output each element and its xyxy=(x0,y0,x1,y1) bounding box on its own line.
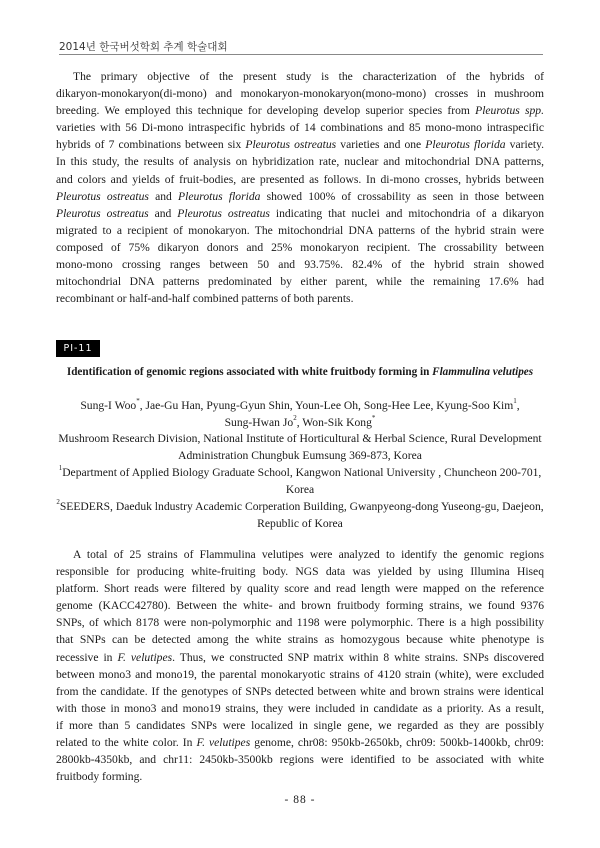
affiliation-text: SEEDERS, Daeduk lndustry Academic Corperation Building, Gwanpyeong-dong Yuseong-gu, Daejeon, xyxy=(59,500,544,513)
text-line: responsible for producing white-fruiting body. NGS data was yielded by using Illumina Hiseq xyxy=(56,565,544,579)
text-line: related to the white color. In F. velutipes genome, chr08: 950kb-2650kb, chr09: 500kb-1400kb, chr09: xyxy=(56,736,545,750)
text-line: varieties with 56 Di-mono intraspecific hybrids of 14 combinations and 85 mono-mono intraspecific xyxy=(56,121,544,135)
poster-number-badge: PⅠ-11 xyxy=(56,340,100,357)
intro-paragraph xyxy=(56,68,544,307)
text-line: hybrids of 7 combinations between six Pleurotus ostreatus varieties and one Pleurotus florida variety. xyxy=(56,138,545,152)
text-line: that SNPs can be detected among the white strains as homozygous because white phenotype is xyxy=(56,633,544,647)
text-line: SNPs, of which 8178 were non-polymorphic and 1198 were polymorphic. There is a high possibility xyxy=(56,616,544,630)
header-rule xyxy=(59,54,543,55)
text-line: and colors and yields of fruit-bodies, are presented as follows. In di-mono crosses, hybrids between xyxy=(56,172,544,186)
text-line: migrated to a recipient of monokaryon. The mitochondrial DNA patterns of the hybrid strain were xyxy=(56,223,544,237)
text-line: mitochondrial DNA patterns predominated by either parent, while the remaining 17.6% had xyxy=(56,275,544,289)
text-line: Pleurotus ostreatus and Pleurotus florida showed 100% of crossability as seen in those between xyxy=(56,189,544,203)
text-line: The primary objective of the present study is the characterization of the hybrids of xyxy=(73,70,544,83)
text-line: from the candidate. If the genotypes of SNPs detected between white and brown strains were identical xyxy=(56,684,544,698)
text-line: between mono3 and mono19, the parental monokaryotic strains of 4120 strain (white), were excluded xyxy=(56,667,544,681)
text-line: with those in mono3 and mono19 strains, they were included in candidate as a priority. As a result, xyxy=(56,701,544,715)
author-text: Sung-Hwan Jo xyxy=(224,416,294,430)
affiliation-2 xyxy=(56,498,544,533)
affiliation-text: Administration Chungbuk Eumsung 369-873, Korea xyxy=(178,449,422,463)
affiliation-sup: 2 xyxy=(56,498,60,507)
text-line: recessive in F. velutipes. Thus, we constructed SNP matrix within 8 white strains. SNPs discovered xyxy=(56,650,544,664)
text-line: In this study, the results of analysis on hybridization rate, nuclear and mitochondrial DNA patterns, xyxy=(56,155,544,169)
text-line: recombinant or half-and-half combined patterns of both parents. xyxy=(56,292,354,306)
text-line: genome (KACC42780). Between the white- and brown fruitbody forming strains, we found 9376 xyxy=(56,599,544,613)
affiliation-sup: 1 xyxy=(58,464,63,473)
author-text: , Jae-Gu Han, Pyung-Gyun Shin, Youn-Lee Oh, Song-Hee Lee, Kyung-Soo Kim xyxy=(139,399,514,412)
author-text: Sung-I Woo xyxy=(80,399,137,412)
text-line: mono-mono crossing ranges between 50 and 93.75%. 82.4% of the hybrid strain showed xyxy=(56,258,544,272)
article-title xyxy=(56,364,544,380)
author-sup: 2 xyxy=(293,414,297,423)
text-line: Pleurotus ostreatus and Pleurotus ostreatus indicating that nuclei and mitochondria of a dikaryon xyxy=(56,206,544,220)
text-line: platform. Short reads were filtered by quality score and read length were mapped on the reference xyxy=(56,582,544,596)
author-sup: * xyxy=(136,397,140,406)
text-line: composed of 75% dikaryon donors and 25% monokaryon recipient. The crossability between xyxy=(56,240,544,254)
text-line: fruitbody forming. xyxy=(56,770,143,784)
affiliation-text: Republic of Korea xyxy=(257,517,343,531)
text-line: if more than 5 candidates SNPs were localized in single gene, we regarded as they are possibly xyxy=(56,718,544,732)
affiliation-text: Korea xyxy=(285,483,315,497)
author-sup: * xyxy=(371,414,376,423)
affiliation-1 xyxy=(56,464,544,499)
text-line: dikaryon-monokaryon(di-mono) and monokaryon-monokaryon(mono-mono) crosses in mushroom xyxy=(56,87,544,101)
affiliation-text: Mushroom Research Division, National Institute of Horticultural & Herbal Science, Rural Development xyxy=(58,432,542,445)
affiliation-text: Department of Applied Biology Graduate School, Kangwon National University , Chuncheon 200-701, xyxy=(62,466,542,479)
text-line: breeding. We employed this technique for developing develop superior species from Pleurotus spp. xyxy=(56,104,544,118)
text-line: A total of 25 strains of Flammulina velutipes were analyzed to identify the genomic regions xyxy=(73,548,544,561)
text-line: 2800kb-4350kb, and chr11: 2450kb-3500kb regions were identified to be associated with white xyxy=(56,753,544,767)
page-number: - 88 - xyxy=(284,794,316,806)
author-sup: 1 xyxy=(513,397,517,406)
title-species: Flammulina velutipes xyxy=(432,366,534,378)
header-text: 2014년 한국버섯학회 추계 학술대회 xyxy=(59,41,228,53)
page-header xyxy=(59,37,543,57)
affiliation-main xyxy=(56,430,544,465)
author-text: , Won-Sik Kong xyxy=(296,416,372,430)
author-text: , xyxy=(516,399,520,412)
title-text: Identification of genomic regions associated with white fruitbody forming in xyxy=(66,366,433,378)
abstract-paragraph xyxy=(56,546,544,785)
author-list xyxy=(56,397,544,432)
